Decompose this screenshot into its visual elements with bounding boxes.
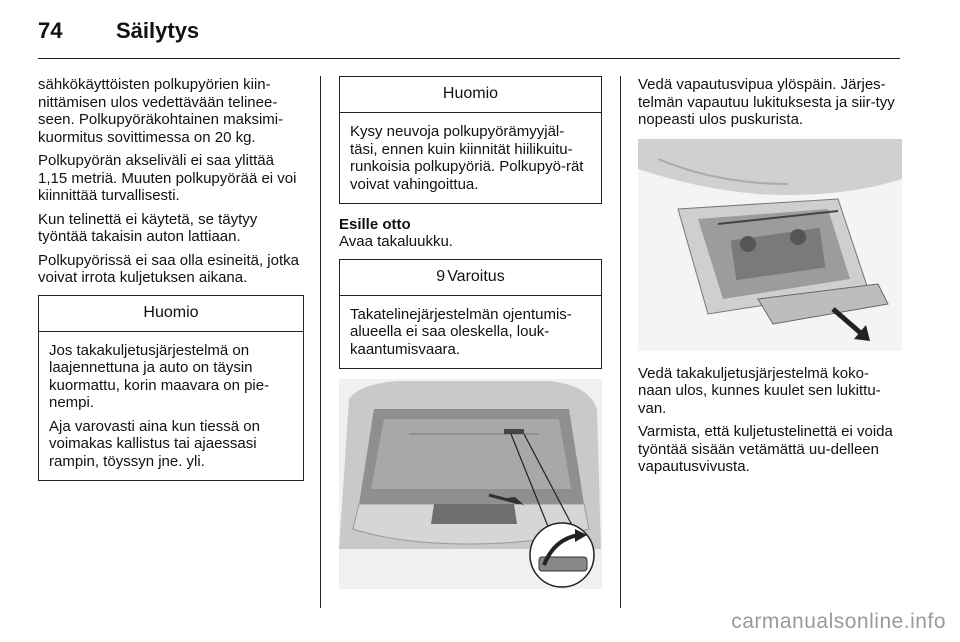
tailgate-release-illustration xyxy=(339,379,602,589)
notice-text: Aja varovasti aina kun tiessä on voimakas kallistus tai ajaessasi rampin, töyssyn jne. yli. xyxy=(49,417,260,470)
warning-title: Varoitus xyxy=(447,267,505,285)
paragraph: Vedä vapautusvipua ylöspäin. Järjes-telmän vapautuu lukituksesta ja siir-tyy nopeasti ulos puskurista. xyxy=(638,76,895,128)
paragraph: Kun telinettä ei käytetä, se täytyy työntää takaisin auton lattiaan. xyxy=(38,210,258,245)
notice-text: Jos takakuljetusjärjestelmä on laajennettuna ja auto on täysin kuormattu, korin maavara on pie-nempi. xyxy=(49,341,270,411)
paragraph: Vedä takakuljetusjärjestelmä koko-naan ulos, kunnes kuulet sen lukittu-van. xyxy=(638,364,881,417)
paragraph: Polkupyörissä ei saa olla esineitä, jotka voivat irrota kuljetuksen aikana. xyxy=(38,251,299,286)
warning-box xyxy=(339,259,602,370)
column-2 xyxy=(339,76,602,589)
subheading: Esille otto xyxy=(339,216,411,233)
carrier-release-illustration xyxy=(638,139,902,351)
site-watermark: carmanualsonline.info xyxy=(731,610,946,633)
column-divider-left xyxy=(320,76,321,608)
warning-text: Takatelinejärjestelmän ojentumis-alueella ei saa oleskella, louk-kaantumisvaara. xyxy=(350,305,572,358)
page-header xyxy=(38,18,199,48)
column-1 xyxy=(38,76,304,491)
notice-text: Kysy neuvoja polkupyörämyyjäl-täsi, ennen kuin kiinnität hiilikuitu-runkoisia polkupyöriä. Polkupyö-rät voivat vahingoittua. xyxy=(350,123,584,193)
paragraph: Polkupyörän akseliväli ei saa ylittää 1,15 metriä. Muuten polkupyörää ei voi kiinnittää turvallisesti. xyxy=(38,152,297,204)
paragraph: sähkökäyttöisten polkupyörien kiin-nittämisen ulos vedettävään telinee-seen. Polkupyöräkohtainen maksimi-kuormitus sovittimessa on 20 kg. xyxy=(38,76,284,146)
warning-header xyxy=(340,260,601,296)
section-title: Säilytys xyxy=(116,18,200,43)
notice-box xyxy=(339,76,602,204)
notice-box xyxy=(38,295,304,482)
column-3 xyxy=(638,76,902,482)
warning-icon: 9 xyxy=(436,267,446,285)
notice-title: Huomio xyxy=(340,77,601,113)
header-rule xyxy=(38,58,900,59)
column-divider-right xyxy=(620,76,621,608)
page-number: 74 xyxy=(38,18,63,43)
paragraph: Avaa takaluukku. xyxy=(339,233,453,250)
notice-title: Huomio xyxy=(39,296,303,332)
paragraph: Varmista, että kuljetustelinettä ei voida työntää sisään vetämättä uu-delleen vapautusvivusta. xyxy=(638,423,893,475)
